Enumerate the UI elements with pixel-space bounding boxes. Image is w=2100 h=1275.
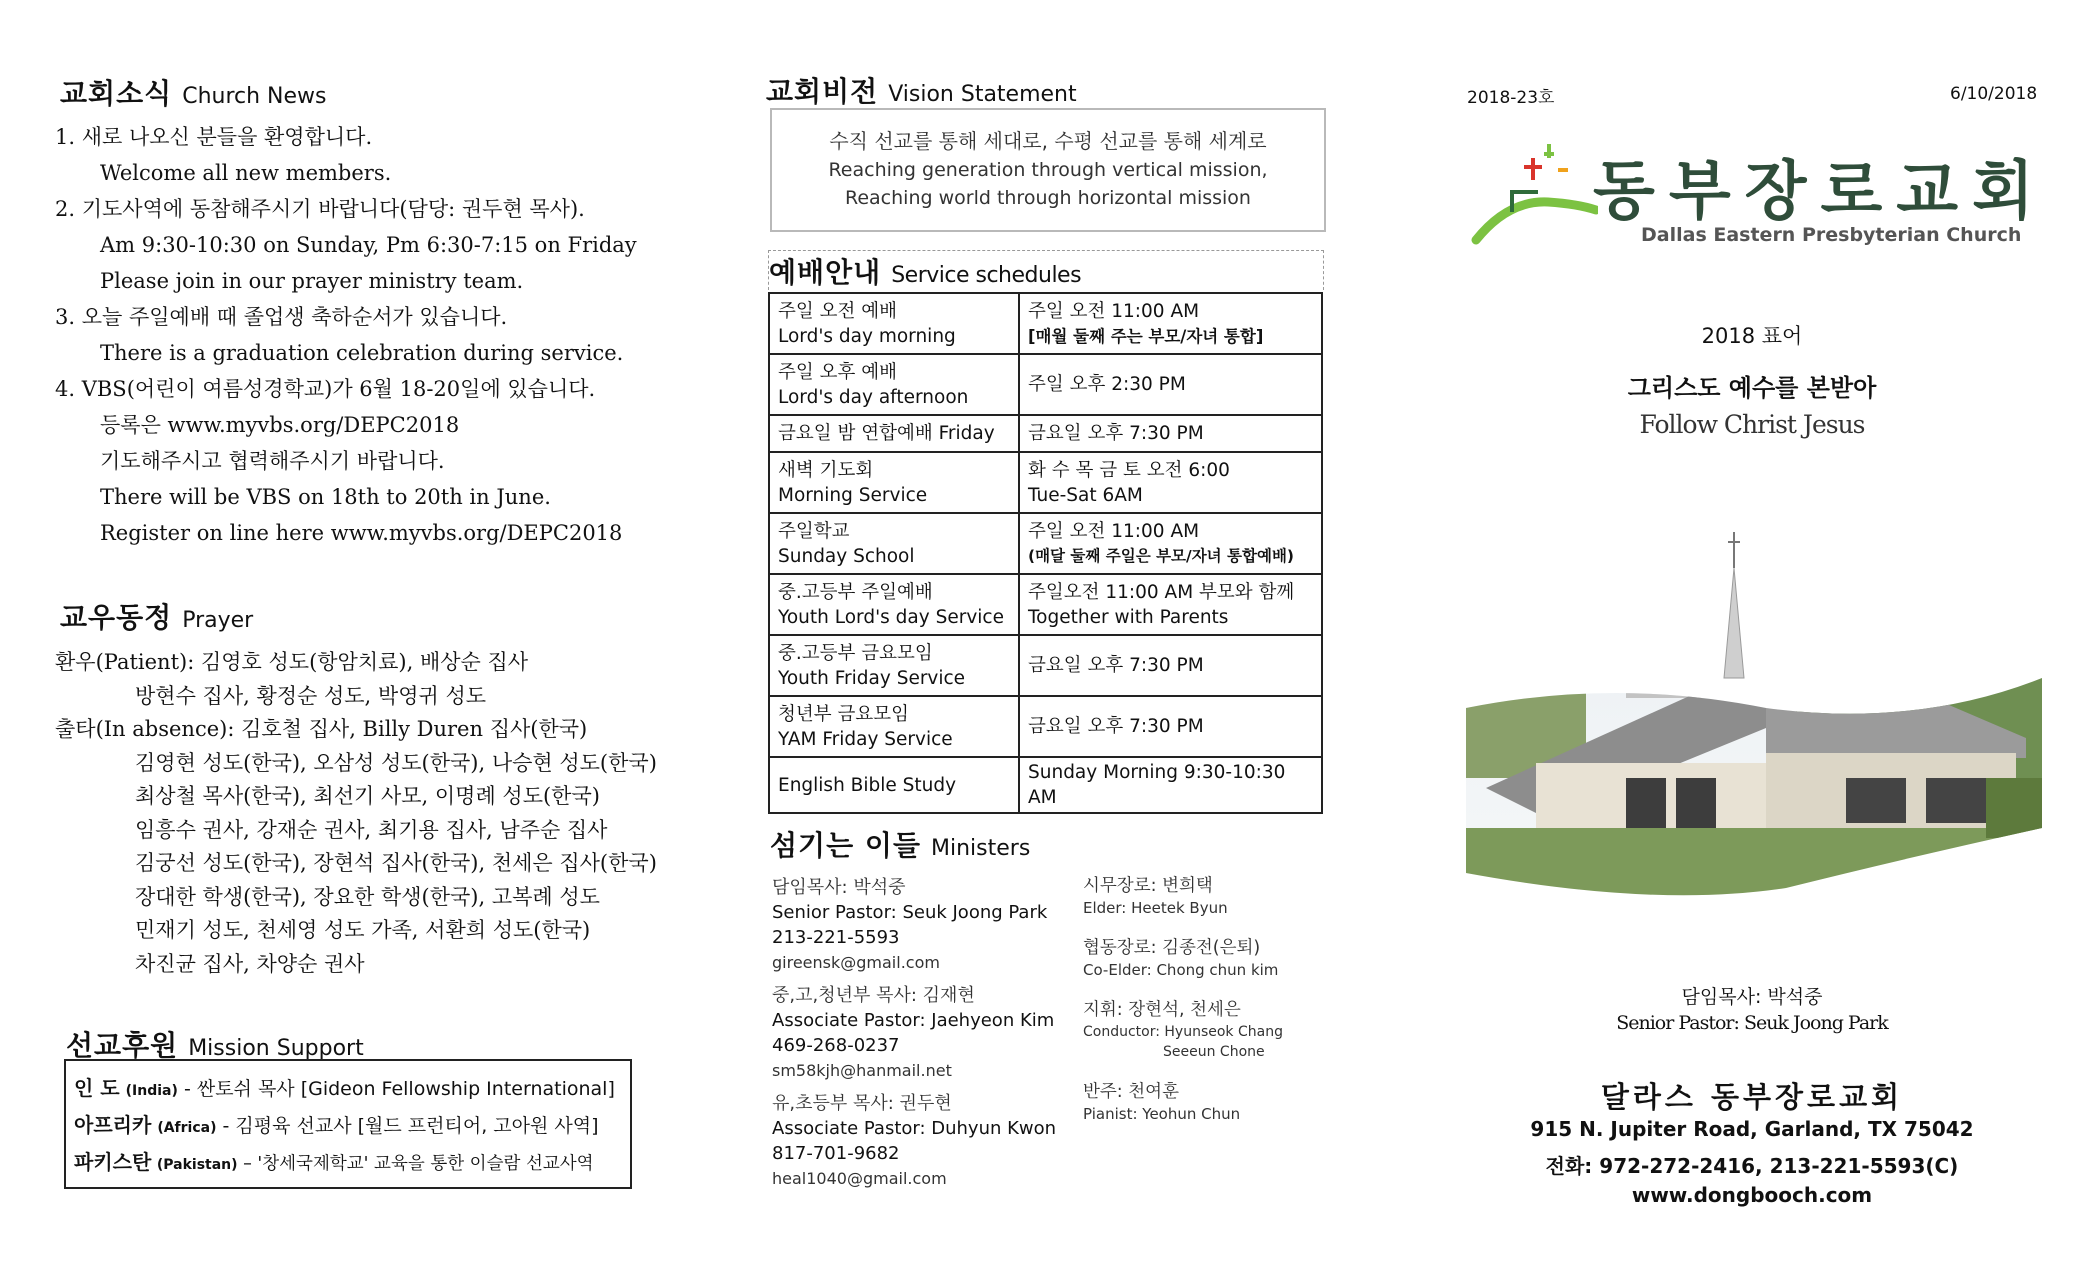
news-line: 3. 오늘 주일예배 때 졸업생 축하순서가 있습니다. bbox=[55, 305, 508, 329]
table-row: 주일학교 Sunday School 주일 오전 11:00 AM (매달 둘째 주일은 부모/자녀 통합예배) bbox=[769, 513, 1322, 574]
church-news-list bbox=[55, 119, 715, 551]
prayer-line: 방현수 집사, 황정순 성도, 박영귀 성도 bbox=[135, 683, 487, 708]
vision-en-1: Reaching generation through vertical mission, bbox=[828, 159, 1268, 181]
pastor-ko: 담임목사: 박석중 bbox=[1681, 986, 1823, 1008]
minister-entry: 유,초등부 목사: 권두현 Associate Pastor: Duhyun Kwon 817-701-9682 heal1040@gmail.com bbox=[772, 1093, 1057, 1188]
service-title-en: Service schedules bbox=[891, 263, 1082, 288]
prayer-line: 김영현 성도(한국), 오삼성 성도(한국), 나승현 성도(한국) bbox=[135, 750, 657, 775]
church-building-illustration bbox=[1466, 528, 2042, 912]
church-photo bbox=[1466, 528, 2042, 912]
mission-row-india: 인 도 (India) - 싼토쉬 목사 [Gideon Fellowship International] bbox=[74, 1076, 615, 1100]
minister-entry: 협동장로: 김종전(은퇴) Co-Elder: Chong chun kim bbox=[1083, 938, 1279, 979]
ministers-title-en: Ministers bbox=[931, 836, 1031, 861]
prayer-line: 출타(In absence): 김호철 집사, Billy Duren 집사(한국) bbox=[55, 717, 588, 741]
church-news-heading bbox=[60, 72, 327, 112]
mission-title-en: Mission Support bbox=[188, 1036, 364, 1061]
minister-entry: 중,고,청년부 목사: 김재현 Associate Pastor: Jaehyeon Kim 469-268-0237 sm58kjh@hanmail.net bbox=[772, 985, 1055, 1080]
prayer-title-ko: 교우동정 bbox=[60, 601, 173, 634]
vision-box bbox=[770, 108, 1326, 232]
motto-year: 2018 표어 bbox=[1701, 324, 1803, 348]
ministers-title-ko: 섬기는 이들 bbox=[770, 829, 921, 862]
news-line: There is a graduation celebration during service. bbox=[100, 341, 624, 365]
motto-en: Follow Christ Jesus bbox=[1639, 410, 1865, 439]
news-line: Am 9:30-10:30 on Sunday, Pm 6:30-7:15 on Friday bbox=[100, 233, 637, 257]
prayer-line: 환우(Patient): 김영호 성도(항암치료), 배상순 집사 bbox=[55, 650, 529, 674]
prayer-line: 임흥수 권사, 강재순 권사, 최기용 집사, 남주순 집사 bbox=[135, 817, 608, 842]
church-name: 달라스 동부장로교회 bbox=[1600, 1080, 1904, 1114]
table-row: 중.고등부 금요모임 Youth Friday Service 금요일 오후 7:30 PM bbox=[769, 635, 1322, 696]
news-line: 4. VBS(어린이 여름성경학교)가 6월 18-20일에 있습니다. bbox=[55, 377, 596, 401]
mission-box bbox=[64, 1059, 632, 1189]
ministers-heading bbox=[770, 824, 1030, 864]
prayer-line: 민재기 성도, 천세영 성도 가족, 서환희 성도(한국) bbox=[135, 918, 591, 942]
prayer-line: 장대한 학생(한국), 장요한 학생(한국), 고복례 성도 bbox=[135, 884, 600, 909]
service-schedule-table bbox=[768, 292, 1323, 814]
prayer-line: 차진균 집사, 차양순 권사 bbox=[135, 951, 365, 976]
church-news-title-en: Church News bbox=[182, 84, 327, 109]
news-line: 2. 기도사역에 동참해주시기 바랍니다(담당: 권두현 목사). bbox=[55, 197, 585, 221]
news-line: Register on line here www.myvbs.org/DEPC2018 bbox=[100, 521, 623, 545]
vision-heading bbox=[766, 70, 1077, 110]
minister-entry: 담임목사: 박석중 Senior Pastor: Seuk Joong Park 213-221-5593 gireensk@gmail.com bbox=[772, 877, 1048, 972]
table-row: 금요일 밤 연합예배 Friday 금요일 오후 7:30 PM bbox=[769, 415, 1322, 452]
prayer-list bbox=[55, 646, 735, 981]
vision-en-2: Reaching world through horizontal mission bbox=[845, 187, 1251, 209]
ministers-right-list bbox=[1083, 874, 1333, 1124]
mission-row-pakistan: 파키스탄 (Pakistan) – '창세국제학교' 교육을 통한 이슬람 선교사역 bbox=[74, 1150, 594, 1174]
vision-title-en: Vision Statement bbox=[888, 82, 1077, 107]
table-row: 주일 오후 예배 Lord's day afternoon 주일 오후 2:30 PM bbox=[769, 354, 1322, 415]
mission-heading bbox=[66, 1024, 364, 1064]
church-address: 915 N. Jupiter Road, Garland, TX 75042 bbox=[1530, 1117, 1974, 1141]
news-line: 기도해주시고 협력해주시기 바랍니다. bbox=[100, 449, 445, 473]
vision-ko: 수직 선교를 통해 세대로, 수평 선교를 통해 세계로 bbox=[829, 129, 1267, 153]
table-row: 주일 오전 예배 Lord's day morning 주일 오전 11:00 AM [매월 둘째 주는 부모/자녀 통합] bbox=[769, 293, 1322, 354]
pastor-en: Senior Pastor: Seuk Joong Park bbox=[1616, 1012, 1888, 1034]
prayer-line: 김궁선 성도(한국), 장현석 집사(한국), 천세은 집사(한국) bbox=[135, 851, 657, 875]
issue-number: 2018-23호 bbox=[1467, 88, 1555, 108]
table-row: 청년부 금요모임 YAM Friday Service 금요일 오후 7:30 PM bbox=[769, 696, 1322, 757]
service-title-ko: 예배안내 bbox=[769, 256, 882, 289]
minister-entry: 반주: 천여훈 Pianist: Yeohun Chun bbox=[1083, 1082, 1241, 1123]
service-heading bbox=[768, 250, 1324, 290]
news-line: Please join in our prayer ministry team. bbox=[100, 269, 524, 293]
logo-hill-icon bbox=[1468, 140, 1598, 255]
table-row: English Bible Study Sunday Morning 9:30-10:30 AM bbox=[769, 757, 1322, 813]
logo-text-en: Dallas Eastern Presbyterian Church bbox=[1641, 224, 2022, 246]
prayer-heading bbox=[60, 596, 253, 636]
church-phone: 전화: 972-272-2416, 213-221-5593(C) bbox=[1545, 1154, 1959, 1178]
bulletin-date: 6/10/2018 bbox=[1950, 84, 2038, 104]
prayer-line: 최상철 목사(한국), 최선기 사모, 이명례 성도(한국) bbox=[135, 784, 600, 808]
news-line: Welcome all new members. bbox=[100, 161, 392, 185]
news-line: There will be VBS on 18th to 20th in June. bbox=[100, 485, 551, 509]
news-line: 1. 새로 나오신 분들을 환영합니다. bbox=[55, 125, 373, 149]
logo-text-ko: 동부장로교회 bbox=[1593, 155, 2048, 229]
minister-entry: 지휘: 장현석, 천세은 Conductor: Hyunseok Chang Seeeun Chone bbox=[1083, 1000, 1283, 1060]
church-logo bbox=[1468, 140, 2048, 255]
table-row: 새벽 기도회 Morning Service 화 수 목 금 토 오전 6:00 Tue-Sat 6AM bbox=[769, 452, 1322, 513]
church-news-title-ko: 교회소식 bbox=[60, 77, 173, 110]
minister-entry: 시무장로: 변희택 Elder: Heetek Byun bbox=[1083, 876, 1228, 917]
motto-ko: 그리스도 예수를 본받아 bbox=[1627, 374, 1877, 402]
prayer-title-en: Prayer bbox=[182, 608, 254, 633]
ministers-left-list bbox=[772, 875, 1092, 1191]
church-website[interactable]: www.dongbooch.com bbox=[1631, 1183, 1873, 1207]
news-line: 등록은 www.myvbs.org/DEPC2018 bbox=[100, 413, 460, 437]
mission-row-africa: 아프리카 (Africa) - 김평육 선교사 [월드 프런티어, 고아원 사역] bbox=[74, 1113, 599, 1137]
mission-title-ko: 선교후원 bbox=[66, 1029, 179, 1062]
vision-title-ko: 교회비전 bbox=[766, 75, 879, 108]
table-row: 중.고등부 주일예배 Youth Lord's day Service 주일오전 11:00 AM 부모와 함께 Together with Parents bbox=[769, 574, 1322, 635]
